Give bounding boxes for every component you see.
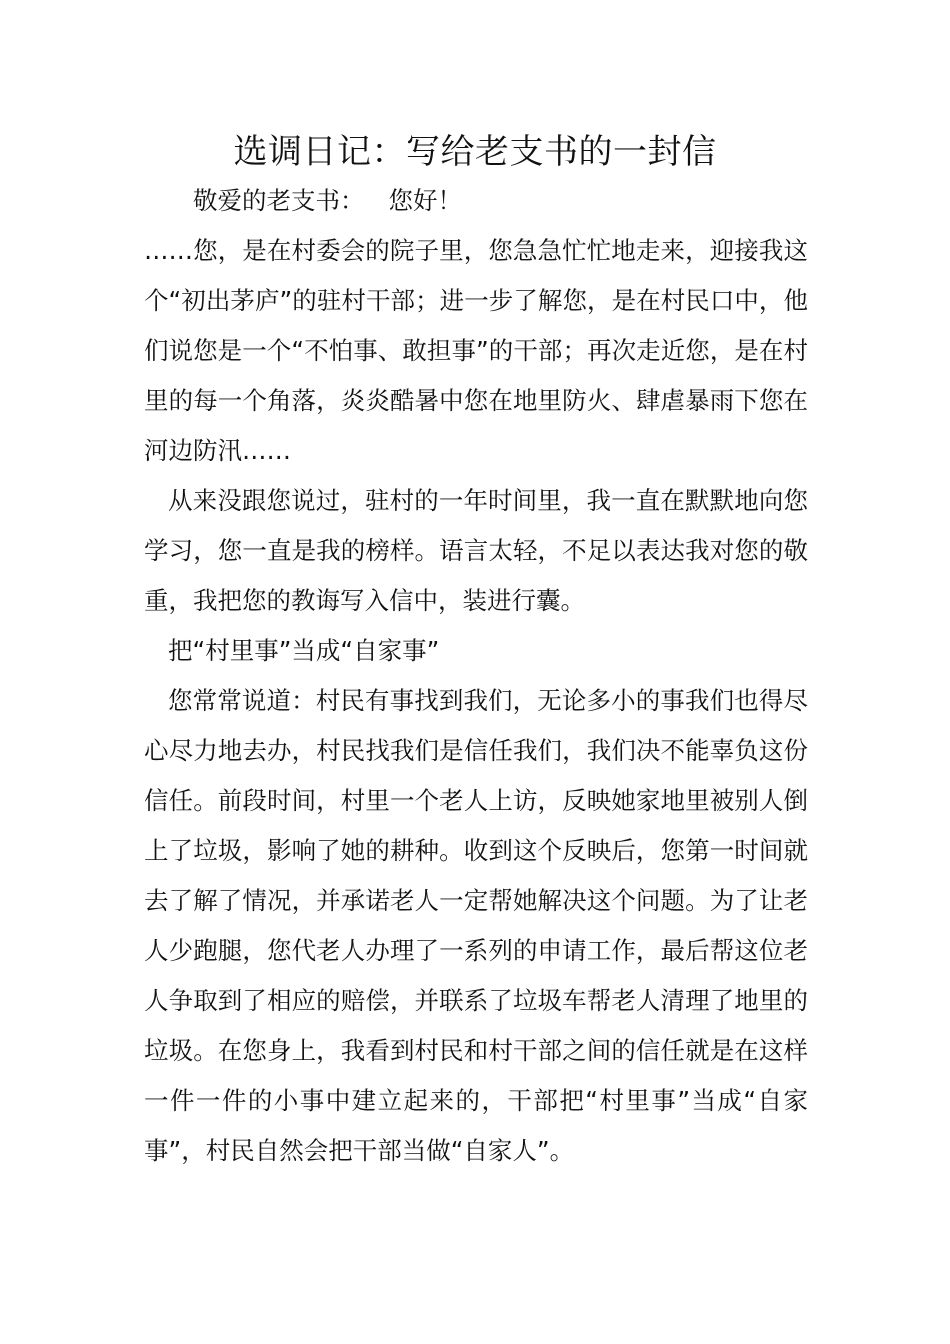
salutation-addressee: 敬爱的老支书： [193, 186, 365, 215]
paragraph-learning: 从来没跟您说过，驻村的一年时间里，我一直在默默地向您学习，您一直是我的榜样。语言太轻，不足以表达我对您的敬重，我把您的教诲写入信中，装进行囊。 [144, 486, 808, 615]
letter-body [144, 176, 808, 1176]
paragraph-story: 您常常说道：村民有事找到我们，无论多小的事我们也得尽心尽力地去办，村民找我们是信任我们，我们决不能辜负这份信任。前段时间，村里一个老人上访，反映她家地里被别人倒上了垃圾，影响了她的耕种。收到这个反映后，您第一时间就去了解了情况，并承诺老人一定帮她解决这个问题。为了让老人少跑腿，您代老人办理了一系列的申请工作，最后帮这位老人争取到了相应的赔偿，并联系了垃圾车帮老人清理了地里的垃圾。在您身上，我看到村民和村干部之间的信任就是在这样一件一件的小事中建立起来的，干部把“村里事”当成“自家事”，村民自然会把干部当做“自家人”。 [144, 686, 808, 1165]
section-heading: 把“村里事”当成“自家事” [168, 636, 440, 665]
salutation-greeting: 您好！ [388, 186, 462, 215]
salutation-line [144, 176, 808, 226]
paragraph-intro: ……您，是在村委会的院子里，您急急忙忙地走来，迎接我这个“初出茅庐”的驻村干部；进一步了解您，是在村民口中，他们说您是一个“不怕事、敢担事”的干部；再次走近您，是在村里的每一个角落，炎炎酷暑中您在地里防火、肆虐暴雨下您在河边防汛…… [144, 236, 808, 465]
document-title: 选调日记：写给老支书的一封信 [233, 132, 717, 172]
